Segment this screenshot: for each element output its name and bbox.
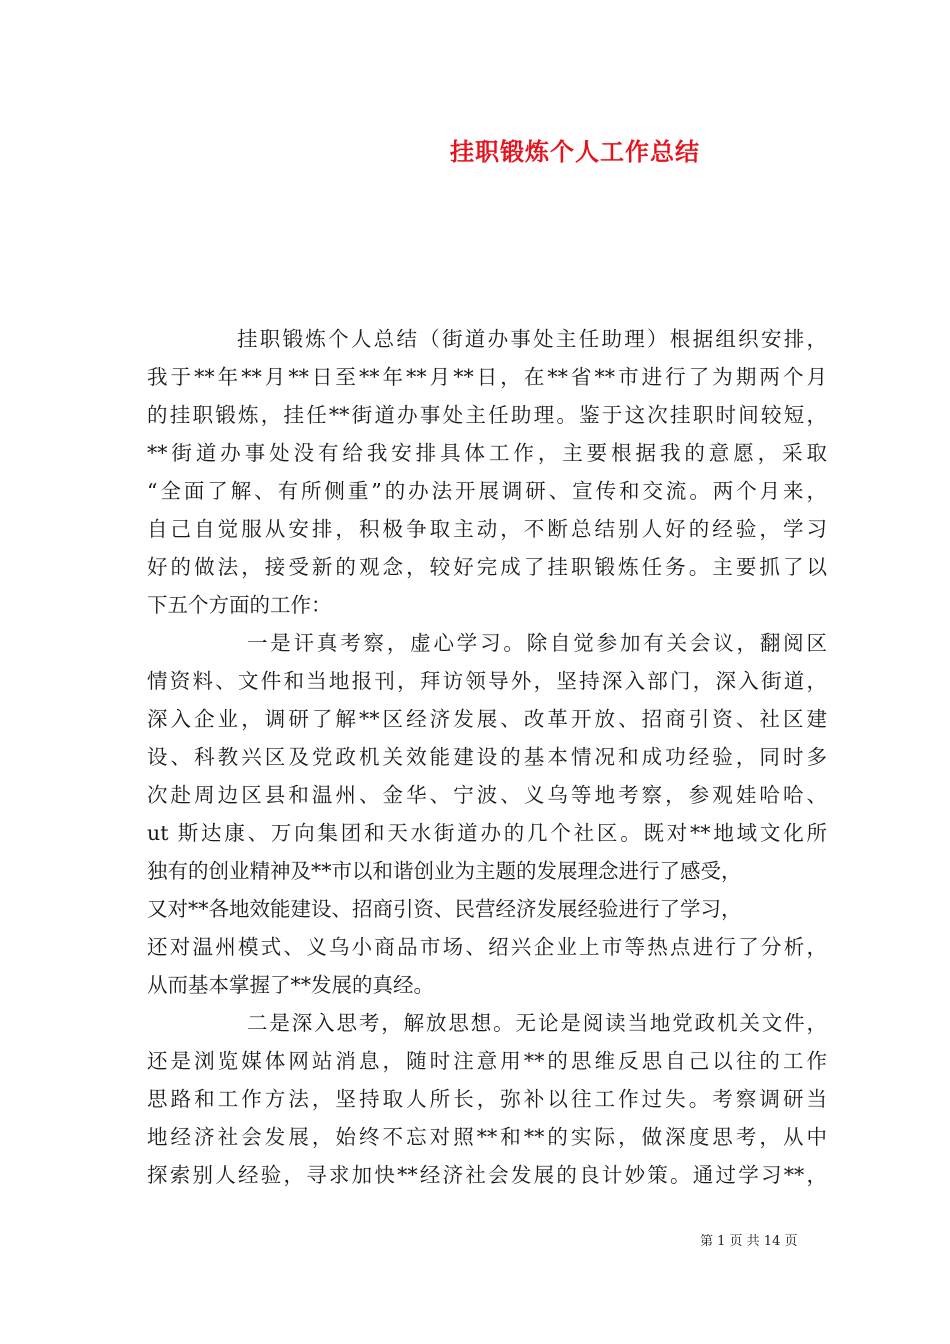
paragraph-line: 自己自觉服从安排，积极争取主动，不断总结别人好的经验，学习 xyxy=(147,517,827,541)
paragraph-line: 我于**年**月**日至**年**月**日，在**省**市进行了为期两个月 xyxy=(147,365,827,389)
paragraph-line: ut 斯达康、万向集团和天水街道办的几个社区。既对**地域文化所 xyxy=(147,821,827,845)
paragraph-line: “全面了解、有所侧重”的办法开展调研、宣传和交流。两个月来， xyxy=(147,479,827,503)
paragraph-line: 次赴周边区县和温州、金华、宁波、义乌等地考察，参观娃哈哈、 xyxy=(147,783,827,807)
page-number: 第 1 页 共 14 页 xyxy=(700,1234,798,1249)
paragraph-line: **街道办事处没有给我安排具体工作，主要根据我的意愿，采取 xyxy=(147,441,827,465)
paragraph-line: 独有的创业精神及**市以和谐创业为主题的发展理念进行了感受， xyxy=(147,859,742,883)
paragraph-line: 思路和工作方法，坚持取人所长，弥补以往工作过失。考察调研当 xyxy=(147,1087,827,1111)
document-title: 挂职锻炼个人工作总结 xyxy=(450,137,700,166)
paragraph-line: 还对温州模式、义乌小商品市场、绍兴企业上市等热点进行了分析， xyxy=(147,935,827,959)
paragraph-line: 的挂职锻炼，挂任**街道办事处主任助理。鉴于这次挂职时间较短， xyxy=(147,403,827,427)
document-body xyxy=(147,320,827,1194)
paragraph-line: 设、科教兴区及党政机关效能建设的基本情况和成功经验，同时多 xyxy=(147,745,827,769)
paragraph-line: 探索别人经验，寻求加快**经济社会发展的良计妙策。通过学习**， xyxy=(147,1163,827,1187)
paragraph-line: 二是深入思考，解放思想。无论是阅读当地党政机关文件， xyxy=(247,1011,827,1035)
paragraph-line: 情资料、文件和当地报刊，拜访领导外，坚持深入部门，深入街道， xyxy=(147,669,827,693)
paragraph-line: 还是浏览媒体网站消息，随时注意用**的思维反思自己以往的工作 xyxy=(147,1049,827,1073)
paragraph-line: 深入企业，调研了解**区经济发展、改革开放、招商引资、社区建 xyxy=(147,707,827,731)
paragraph-line: 好的做法，接受新的观念，较好完成了挂职锻炼任务。主要抓了以 xyxy=(147,555,827,579)
paragraph-line: 地经济社会发展，始终不忘对照**和**的实际，做深度思考，从中 xyxy=(147,1125,827,1149)
paragraph-line: 一是讦真考察，虚心学习。除自觉参加有关会议，翻阅区 xyxy=(247,631,827,655)
paragraph-line: 下五个方面的工作： xyxy=(147,593,332,617)
paragraph-line: 挂职锻炼个人总结（街道办事处主任助理）根据组织安排， xyxy=(237,327,827,351)
paragraph-line: 从而基本掌握了**发展的真经。 xyxy=(147,973,434,997)
paragraph-line: 又对**各地效能建设、招商引资、民营经济发展经验进行了学习， xyxy=(147,897,742,921)
